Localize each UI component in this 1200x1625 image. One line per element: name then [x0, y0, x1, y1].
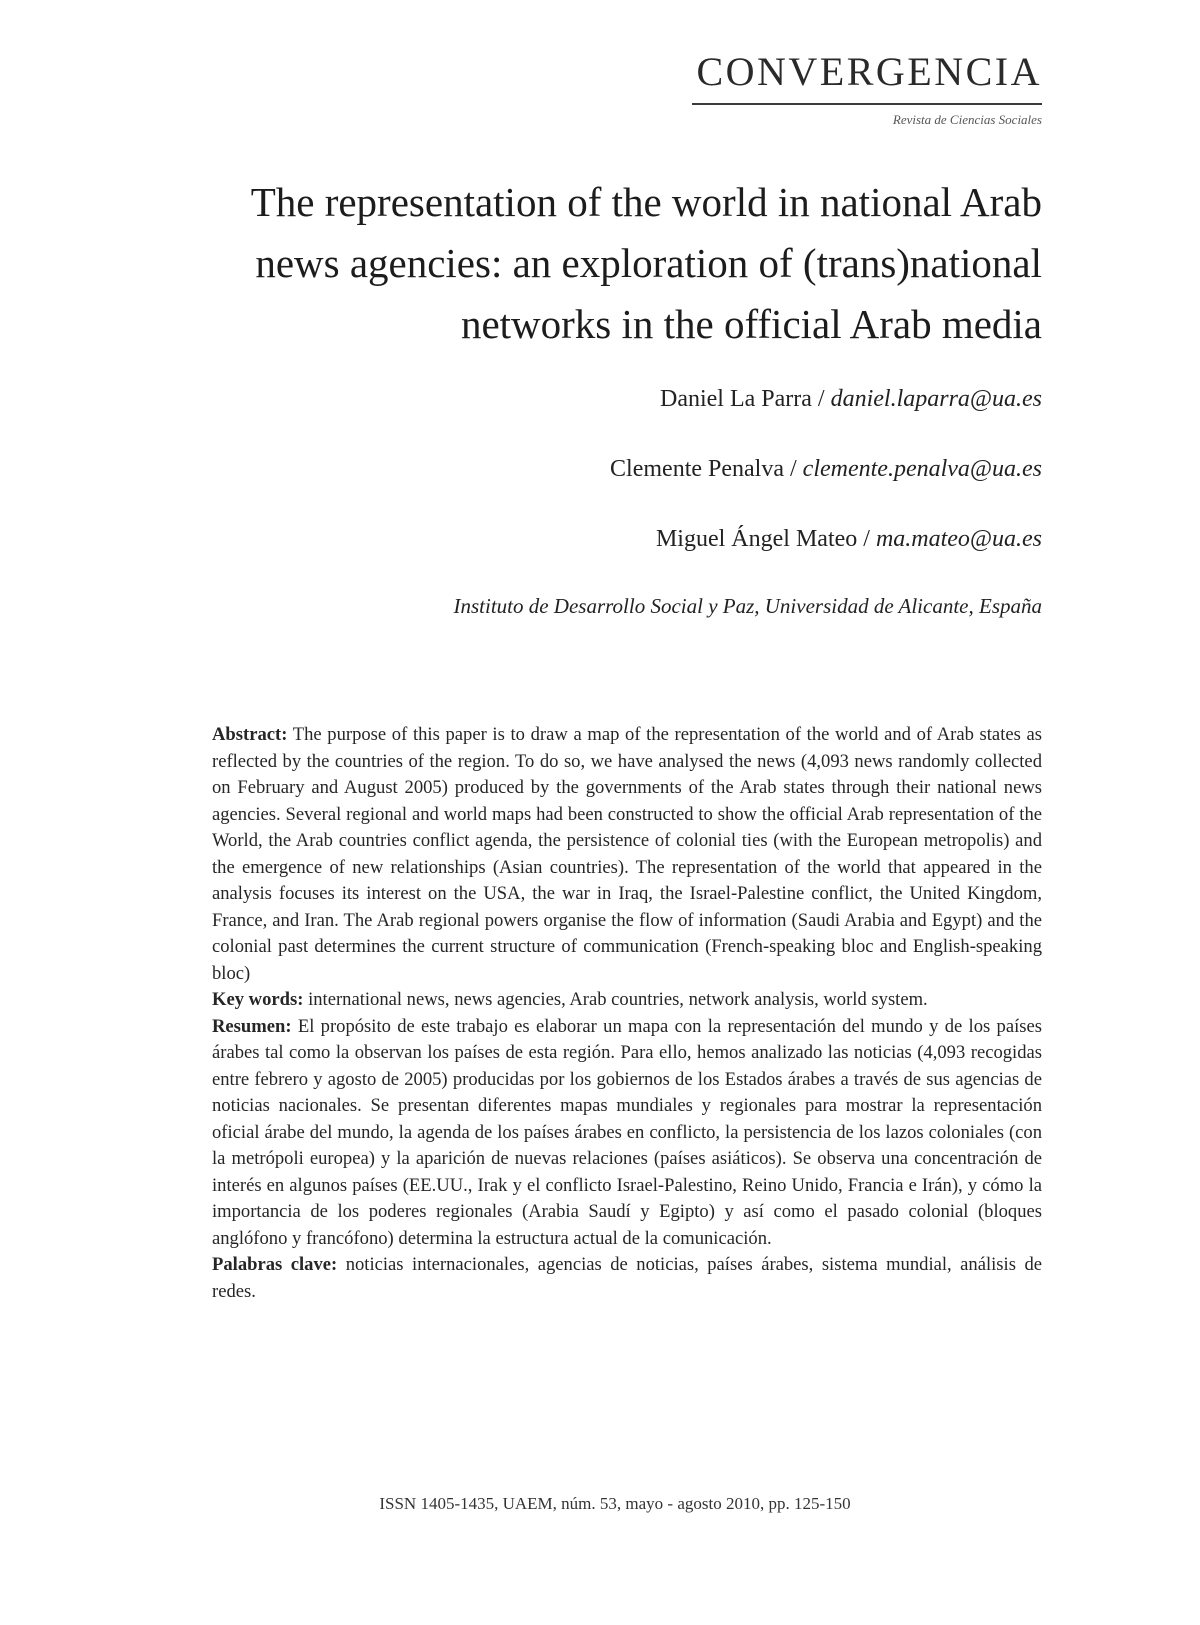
resumen-text: El propósito de este trabajo es elaborar un mapa con la representación del mundo y de los países árabes tal como la observan los países de esta región. Para ello, hemos analizado las noticias (4,093 recogidas entre febrero y agosto de 2005) producidas por los gobiernos de los Estados árabes a través de sus agencias de noticias nacionales. Se presentan diferentes mapas mundiales y regionales para mostrar la representación oficial árabe del mundo, la agenda de los países árabes en conflicto, la persistencia de los lazos coloniales (con la metrópoli europea) y la aparición de nuevas relaciones (países asiáticos). Se observa una concentración de interés en algunos países (EE.UU., Irak y el conflicto Israel-Palestino, Reino Unido, Francia e Irán), y cómo la importancia de los poderes regionales (Arabia Saudí y Egipto) y así como el pasado colonial (bloques anglófono y francófono) determina la estructura actual de la comunicación.: [212, 1015, 1042, 1249]
palabras-label: Palabras clave:: [212, 1254, 338, 1275]
author-name: Miguel Ángel Mateo: [655, 526, 858, 552]
journal-masthead: [642, 49, 1042, 127]
abstract-paragraph: [212, 722, 1042, 987]
keywords-text: international news, news agencies, Arab countries, network analysis, world system.: [303, 989, 928, 1010]
abstract-block: [212, 722, 1042, 1305]
author-email: ma.mateo@ua.es: [875, 526, 1042, 552]
keywords-label: Key words:: [212, 989, 304, 1010]
author-email: daniel.laparra@ua.es: [830, 386, 1042, 412]
author-separator: /: [857, 526, 876, 552]
paper-title: The representation of the world in national Arab news agencies: an exploration of (trans)national networks in the official Arab media: [250, 179, 1042, 347]
resumen-paragraph: [212, 1014, 1042, 1253]
palabras-text: noticias internacionales, agencias de noticias, países árabes, sistema mundial, análisis de redes.: [212, 1254, 1042, 1302]
resumen-label: Resumen:: [212, 1015, 292, 1037]
logo-divider: [692, 103, 1042, 105]
author-name: Daniel La Parra: [660, 386, 812, 412]
abstract-text: The purpose of this paper is to draw a map of the representation of the world and of Arab states as reflected by the countries of the region. To do so, we have analysed the news (4,093 news randomly collected on February and August 2005) produced by the governments of the Arab states through their national news agencies. Several regional and world maps had been constructed to show the official Arab representation of the World, the Arab countries conflict agenda, the persistence of colonial ties (with the European metropolis) and the emergence of new relationships (Asian countries). The representation of the world that appeared in the analysis focuses its interest on the USA, the war in Iraq, the Israel-Palestine conflict, the United Kingdom, France, and Iran. The Arab regional powers organise the flow of information (Saudi Arabia and Egypt) and the colonial past determines the current structure of communication (French-speaking bloc and English-speaking bloc): [212, 724, 1042, 984]
journal-logo: CONVERGENCIA: [696, 49, 1042, 94]
abstract-label: Abstract:: [212, 724, 288, 745]
page-footer: ISSN 1405-1435, UAEM, núm. 53, mayo - agosto 2010, pp. 125-150: [379, 1494, 851, 1513]
journal-subtitle: Revista de Ciencias Sociales: [892, 112, 1042, 127]
author-separator: /: [811, 386, 831, 412]
author-name: Clemente Penalva: [610, 456, 784, 482]
author-3: [342, 526, 1042, 553]
keywords-paragraph: [212, 987, 1042, 1014]
author-separator: /: [784, 456, 803, 482]
author-1: [342, 386, 1042, 413]
author-2: [342, 456, 1042, 483]
palabras-paragraph: [212, 1252, 1042, 1305]
author-email: clemente.penalva@ua.es: [802, 456, 1042, 482]
affiliation: Instituto de Desarrollo Social y Paz, Universidad de Alicante, España: [453, 594, 1042, 618]
